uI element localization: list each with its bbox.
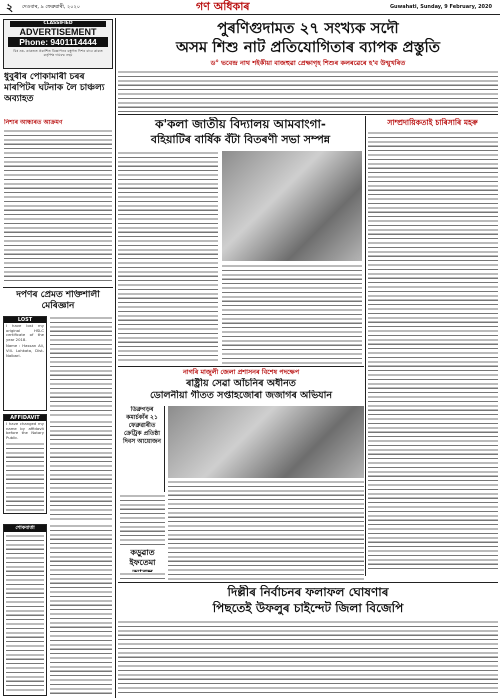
story3-divider <box>118 366 364 367</box>
page-number: ২ <box>6 1 14 14</box>
lead-headline-2: অসম শিশু নাট প্ৰতিযোগিতাৰ ব্যাপক প্ৰস্তুতি <box>175 38 441 56</box>
story3-label: নাগৰি মাজুলী জেলা প্ৰশাসনৰ বিশেষ পদক্ষেপ <box>182 368 300 376</box>
lost-box <box>3 316 47 411</box>
story3-headline-2: ডোলনীয়া গীতত সপ্তাহজোৰা জজাগৰ অভিযান <box>149 390 333 401</box>
affidavit-title: AFFIDAVIT <box>4 415 46 421</box>
lead-headline-1: পুৰণিগুদামত ২৭ সংখ্যক সদৌ <box>217 19 399 37</box>
story2-body <box>118 151 218 363</box>
left-story-headline: ধুবুৰীৰ পোকামাৰী চৰৰ মাৰপিটৰ ঘটনাক লৈ চাঞ্চল্য অব্যাহত <box>4 72 105 104</box>
inset-box <box>120 406 165 492</box>
story4-headline-2: পিছতেই উফলুৰ চাইন্দেট জিলা বিজেপি <box>212 601 404 615</box>
classified-phone: Phone: 9401114444 <box>8 37 108 47</box>
inset-title: ডিব্ৰুগড়ৰ কমাৰ্চকাঁৰ ২১ ফেব্ৰুৱাৰীত ক্ৰেট্ৰিক প্ৰতিষ্ঠা দিবস আয়োজন <box>123 406 161 445</box>
left-story2-headline: দৰ্পণৰ প্ৰেমত শক্তিশালী মেৰিজ্ঞান <box>16 290 100 311</box>
lost-box-text: I have lost my original HSLC certificate of the year 2018. <box>6 323 44 342</box>
story4-divider <box>118 582 498 583</box>
left-divider <box>3 287 113 288</box>
left-story-subhead: নিশাৰ আন্ধাৰত আক্ৰমণ <box>4 119 63 126</box>
story3-photo <box>168 406 364 478</box>
bottom-left-box-title: শোকবাৰ্তা <box>4 525 46 532</box>
story2-headline-2: বহিয়াটিৰ বাৰ্ষিক বঁটা বিতৰণী সভা সম্পন্ন <box>150 133 331 146</box>
classified-ad-box <box>3 19 113 69</box>
lost-box-name: Name : Hassan Ali, Vill- Lohkata, Dist- Nalbari. <box>6 343 44 358</box>
bottom-left-box <box>3 524 47 696</box>
left-story2-body-b <box>50 420 112 520</box>
date-english: Guwahati, Sunday, 9 February, 2020 <box>389 4 492 10</box>
left-story-body <box>4 129 112 284</box>
classified-label: CLASSIFIED <box>10 21 106 27</box>
story2-body-b <box>222 264 362 364</box>
right-story-headline: সাম্প্ৰদায়িকতাই চাৰিসাৰি মহৰু <box>387 118 478 127</box>
small-story-headline: কড়ুৱাত ইফতেমা <box>129 548 156 567</box>
column-rule-left <box>115 18 116 698</box>
column-rule-right <box>365 116 366 576</box>
lead-divider <box>118 114 498 115</box>
left-story2-body <box>50 316 112 416</box>
story3-headline-1: ৰাষ্ট্ৰীয় সেৱা আঁচনিৰ অধীনত <box>186 378 296 389</box>
affidavit-text: I have changed my name by affidavit before the Notary Public. <box>6 421 44 440</box>
lead-body <box>118 70 498 112</box>
story2-photo <box>222 151 362 261</box>
right-story-body <box>368 131 498 571</box>
bottom-left-box-body <box>6 534 44 692</box>
story2-headline-1: ক'কলা জাতীয় বিদ্যালয় আমবাংগা- <box>155 117 326 131</box>
story3-body <box>168 480 364 580</box>
classified-note: বিঃ দ্ৰঃ- কাকতত প্ৰকাশিত বিজ্ঞাপনৰ বস্তুগত দিশৰ বাবে কাকত কৰ্তৃপক্ষ দায়বদ্ধ নহয় <box>13 49 103 58</box>
page-header <box>0 0 500 15</box>
inset-body <box>120 494 165 546</box>
story4-body <box>118 620 498 696</box>
affidavit-box <box>3 414 47 514</box>
classified-title: ADVERTISEMENT <box>19 27 97 37</box>
left-story2-body-c <box>50 524 112 696</box>
small-story-body <box>120 572 165 580</box>
masthead-logo: গণ অধিকাৰ <box>196 0 250 13</box>
lost-box-title: LOST <box>4 317 46 323</box>
affidavit-body <box>6 442 44 512</box>
story4-headline-1: দিল্লীৰ নিৰ্বাচনৰ ফলাফল ঘোষণাৰ <box>227 585 389 599</box>
date-assamese: দেওবাৰ, ৯ ফেব্ৰুৱাৰী, ২০২০ <box>22 4 81 10</box>
lead-subhead: ড° ভবেন্দ্ৰ নাথ শইকীয়া বাজহুৱা প্ৰেক্ষাগৃহ শিশুৰ কলৰৱেৰে হ'ব উন্মুখৰিত <box>210 59 406 67</box>
